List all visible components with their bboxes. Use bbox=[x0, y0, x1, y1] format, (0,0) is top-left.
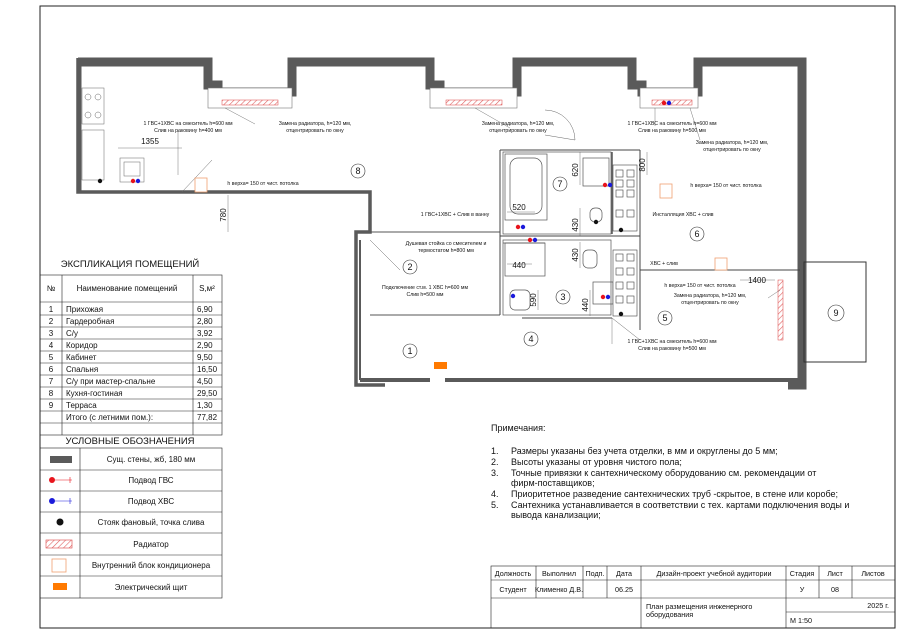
annotation: ХВС + слив bbox=[650, 261, 678, 267]
legend-label: Радиатор bbox=[133, 540, 169, 549]
row-name: Спальня bbox=[66, 365, 99, 374]
radiator-icon bbox=[778, 280, 783, 340]
hot-water-icon bbox=[603, 183, 607, 187]
legend-title: УСЛОВНЫЕ ОБОЗНАЧЕНИЯ bbox=[65, 436, 195, 447]
explication-col-area: S,м² bbox=[199, 284, 215, 293]
row-area: 4,50 bbox=[197, 377, 213, 386]
explication-title: ЭКСПЛИКАЦИЯ ПОМЕЩЕНИЙ bbox=[60, 259, 200, 270]
hot-water-icon bbox=[49, 477, 72, 483]
cold-water-icon bbox=[608, 183, 612, 187]
annotation: h верха= 150 от чист. потолка bbox=[690, 183, 762, 189]
annotation: Слив на раковину h=500 мм bbox=[638, 346, 706, 352]
radiator-icon bbox=[222, 100, 278, 105]
title-block bbox=[491, 566, 895, 628]
legend-label: Электрический щит bbox=[114, 583, 188, 592]
tb-role: Студент bbox=[499, 585, 527, 594]
dimension-label: 1400 bbox=[748, 276, 766, 285]
radiator-icon bbox=[46, 540, 72, 548]
note-text: Размеры указаны без учета отделки, в мм и округлены до 5 мм; bbox=[511, 446, 778, 456]
notes-block bbox=[491, 423, 849, 520]
tb-author: Клименко Д.В. bbox=[534, 585, 584, 594]
dimension-label: 440 bbox=[581, 298, 590, 312]
row-name: С/у bbox=[66, 329, 78, 338]
drain-riser-icon bbox=[619, 312, 623, 316]
row-name: Прихожая bbox=[66, 305, 104, 314]
legend-label: Стояк фановый, точка слива bbox=[97, 518, 205, 527]
tb-project: Дизайн-проект учебной аудитории bbox=[656, 569, 772, 578]
hot-water-icon bbox=[528, 238, 532, 242]
room-number: 5 bbox=[662, 313, 668, 323]
row-name: С/у при мастер-спальне bbox=[66, 377, 156, 386]
leader-lines bbox=[178, 108, 780, 344]
note-text: вывода канализации; bbox=[511, 510, 601, 520]
cold-water-icon bbox=[533, 238, 537, 242]
annotation: 1 ГВС+1ХВС на смеситель h=600 мм bbox=[627, 339, 717, 345]
row-area: 2,90 bbox=[197, 341, 213, 350]
notes-title: Примечания: bbox=[491, 423, 546, 433]
window-2 bbox=[430, 88, 517, 108]
tb-header-date: Дата bbox=[616, 569, 632, 578]
hot-water-icon bbox=[516, 225, 520, 229]
note-number: 1. bbox=[491, 446, 499, 456]
kitchen-unit bbox=[82, 88, 144, 182]
tb-header-role: Должность bbox=[494, 569, 532, 578]
radiator-icon bbox=[446, 100, 502, 105]
exterior-wall bbox=[78, 62, 802, 385]
tb-header-done: Выполнил bbox=[541, 569, 577, 578]
bathroom-3 bbox=[503, 240, 613, 315]
total-label: Итого (с летними пом.): bbox=[66, 413, 154, 422]
hot-water-icon bbox=[131, 179, 135, 183]
row-name: Кабинет bbox=[66, 353, 97, 362]
row-num: 4 bbox=[48, 341, 54, 350]
cold-water-icon bbox=[49, 498, 72, 504]
dimension-label: 430 bbox=[571, 248, 580, 262]
note-text: Приоритетное разведение сантехнических труб -скрытое, в стене или коробе; bbox=[511, 489, 839, 499]
wall-icon bbox=[50, 456, 72, 463]
annotation: Душевая стойка со смесителем и bbox=[405, 241, 487, 247]
row-num: 1 bbox=[48, 305, 54, 314]
row-num: 8 bbox=[48, 389, 54, 398]
annotation: Замена радиатора, h=120 мм, bbox=[278, 121, 352, 127]
annotation: отцентрировать по окну bbox=[703, 147, 761, 153]
drain-riser-icon bbox=[619, 228, 623, 232]
annotation: h верха= 150 от чист. потолка bbox=[664, 283, 736, 289]
annotation: отцентрировать по окну bbox=[681, 300, 739, 306]
room-number: 3 bbox=[560, 292, 566, 302]
annotation: 1 ГВС+1ХВС + Слив в ванну bbox=[420, 212, 490, 218]
room-markers bbox=[351, 164, 844, 358]
room-number: 7 bbox=[557, 179, 563, 189]
row-area: 16,50 bbox=[197, 365, 218, 374]
annotation: отцентрировать по окну bbox=[489, 128, 547, 134]
row-name: Терраса bbox=[66, 401, 97, 410]
drain-riser-icon bbox=[594, 220, 598, 224]
room-number: 2 bbox=[407, 262, 413, 272]
row-num: 6 bbox=[48, 365, 54, 374]
dimension-label: 1355 bbox=[141, 137, 159, 146]
row-area: 6,90 bbox=[197, 305, 213, 314]
drain-riser-icon bbox=[57, 519, 64, 526]
room-number: 1 bbox=[407, 346, 413, 356]
hot-water-icon bbox=[601, 295, 605, 299]
legend bbox=[40, 436, 222, 598]
row-num: 7 bbox=[48, 377, 54, 386]
legend-label: Подвод ХВС bbox=[127, 497, 175, 506]
row-area: 1,30 bbox=[197, 401, 213, 410]
legend-label: Внутренний блок кондиционера bbox=[91, 561, 211, 570]
annotation: Слив h=500 мм bbox=[406, 292, 444, 298]
cold-water-icon bbox=[511, 294, 515, 298]
cold-water-icon bbox=[606, 295, 610, 299]
tb-date: 06.25 bbox=[615, 585, 633, 594]
tb-drawing-title: План размещения инженерного bbox=[646, 602, 753, 611]
note-text: Высоты указаны от уровня чистого пола; bbox=[511, 457, 682, 467]
dimension-label: 520 bbox=[512, 203, 526, 212]
annotation: Слив на раковину h=400 мм bbox=[154, 128, 222, 134]
ac-unit-icon bbox=[52, 559, 66, 572]
note-text: Сантехника устанавливается в соответствии с тех. картами подключения воды и bbox=[511, 500, 850, 510]
annotation: Замена радиатора, h=120 мм, bbox=[481, 121, 555, 127]
annotation: 1 ГВС+1ХВС на смеситель h=600 мм bbox=[143, 121, 233, 127]
dimension-label: 620 bbox=[571, 163, 580, 177]
hot-water-icon bbox=[662, 101, 666, 105]
tb-drawing-title-2: оборудования bbox=[646, 610, 694, 619]
explication-table bbox=[40, 258, 222, 435]
explication-col-name: Наименование помещений bbox=[76, 284, 178, 293]
radiator-icon bbox=[652, 100, 692, 105]
row-name: Коридор bbox=[66, 341, 98, 350]
tb-header-sheet: Лист bbox=[827, 569, 843, 578]
note-number: 5. bbox=[491, 500, 499, 510]
shaft-grid bbox=[613, 165, 637, 316]
explication-col-num: № bbox=[46, 284, 56, 293]
tb-stage: У bbox=[799, 585, 805, 594]
tb-year: 2025 г. bbox=[867, 601, 889, 610]
drain-riser-icon bbox=[98, 179, 102, 183]
room-number: 8 bbox=[355, 166, 361, 176]
row-num: 5 bbox=[48, 353, 54, 362]
annotation: Замена радиатора, h=120 мм, bbox=[673, 293, 747, 299]
row-num: 2 bbox=[48, 317, 54, 326]
total-area: 77,82 bbox=[197, 413, 218, 422]
dimension-label: 430 bbox=[571, 218, 580, 232]
annotation: Замена радиатора, h=120 мм, bbox=[695, 140, 769, 146]
note-number: 4. bbox=[491, 489, 499, 499]
row-area: 2,80 bbox=[197, 317, 213, 326]
row-name: Кухня-гостиная bbox=[66, 389, 123, 398]
row-num: 9 bbox=[48, 401, 54, 410]
row-area: 9,50 bbox=[197, 353, 213, 362]
annotation: отцентрировать по окну bbox=[286, 128, 344, 134]
legend-label: Сущ. стены, жб, 180 мм bbox=[106, 455, 196, 464]
annotation: Слив на раковину h=500 мм bbox=[638, 128, 706, 134]
annotation: Инсталляция ХВС + слив bbox=[652, 212, 714, 218]
tb-header-sheets: Листов bbox=[861, 569, 885, 578]
room-number: 9 bbox=[833, 308, 839, 318]
annotation: Подключение ст.м. 1 ХВС h=600 мм bbox=[381, 285, 469, 291]
electric-panel-icon bbox=[434, 362, 447, 369]
note-number: 2. bbox=[491, 457, 499, 467]
row-num: 3 bbox=[48, 329, 54, 338]
row-area: 29,50 bbox=[197, 389, 218, 398]
electric-panel-icon bbox=[53, 583, 67, 590]
annotation: термостатом h=800 мм bbox=[418, 248, 474, 254]
note-number: 3. bbox=[491, 468, 499, 478]
annotation: 1 ГВС+1ХВС на смеситель h=600 мм bbox=[627, 121, 717, 127]
dimension-label: 590 bbox=[529, 293, 538, 307]
dimension-label: 780 bbox=[219, 208, 228, 222]
row-area: 3,92 bbox=[197, 329, 213, 338]
cold-water-icon bbox=[136, 179, 140, 183]
row-name: Гардеробная bbox=[66, 317, 115, 326]
room-number: 6 bbox=[694, 229, 700, 239]
tb-scale: М 1:50 bbox=[790, 616, 812, 625]
note-text: Точные привязки к сантехническому оборудованию см. рекомендации от bbox=[511, 468, 817, 478]
annotation: h верха= 150 от чист. потолка bbox=[227, 181, 299, 187]
room-number: 4 bbox=[528, 334, 534, 344]
tb-header-sign: Подп. bbox=[585, 569, 605, 578]
tb-header-stage: Стадия bbox=[789, 569, 815, 578]
cold-water-icon bbox=[521, 225, 525, 229]
window-1 bbox=[208, 88, 292, 108]
cold-water-icon bbox=[667, 101, 671, 105]
tb-sheet: 08 bbox=[831, 585, 839, 594]
note-text: фирм-поставщиков; bbox=[511, 478, 595, 488]
legend-label: Подвод ГВС bbox=[128, 476, 174, 485]
dimension-label: 440 bbox=[512, 261, 526, 270]
dimension-label: 800 bbox=[638, 158, 647, 172]
